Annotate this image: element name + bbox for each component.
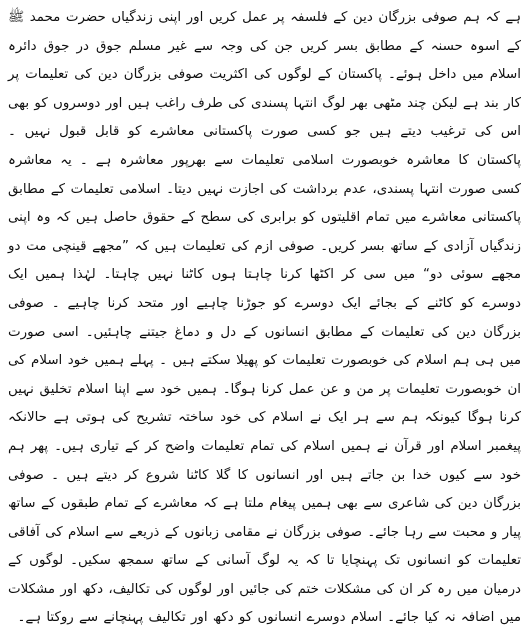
article-paragraph: ہے کہ ہم صوفی بزرگان دین کے فلسفہ پر عمل کریں اور اپنی زندگیاں حضرت محمد ﷺ کے اسوہ حسنہ کے مطابق بسر کریں جن کی وجہ سے غیر مسلم جوق در جوق دائرہ اسلام میں داخل ہوئے۔ پاکستان کے لوگوں کی اکثریت صوفی بزرگان دین کی تعلیمات پر کار بند ہے لیکن چند مٹھی بھر لوگ انتہا پسندی کی طرف راغب ہیں اور دوسروں کو بھی اس کی ترغیب دیتے ہیں جو کسی صورت پاکستانی معاشرے کو قابل قبول نہیں ۔ پاکستان کا معاشرہ خوبصورت اسلامی تعلیمات سے بھرپور معاشرہ ہے ۔ یہ معاشرہ کسی صورت انتہا پسندی، عدم برداشت کی اجازت نہیں دیتا۔ اسلامی تعلیمات کے مطابق پاکستانی معاشرے میں تمام اقلیتوں کو برابری کی سطح کے حقوق حاصل ہیں کہ وہ اپنی زندگیاں آزادی کے ساتھ بسر کریں۔ صوفی ازم کی تعلیمات ہیں کہ ”مجھے قینچی مت دو مجھے سوئی دو“ میں سی کر اکٹھا کرنا چاہتا ہوں کاٹنا نہیں چاہتا۔ لہٰذا ہمیں ایک دوسرے کو کاٹنے کے بجائے ایک دوسرے کو جوڑنا چاہیے اور متحد کرنا چاہیے ۔ صوفی بزرگان دین کی تعلیمات کے مطابق انسانوں کے دل و دماغ جیتنے چاہئیں۔ اسی صورت میں ہی ہم اسلام کی خوبصورت تعلیمات کو پھیلا سکتے ہیں ۔ پہلے ہمیں خود اسلام کی ان خوبصورت تعلیمات پر من و عن عمل کرنا ہوگا۔ ہمیں خود سے اپنا اسلام تخلیق نہیں کرنا ہوگا کیونکہ ہم سے ہر ایک نے اسلام کی خود ساختہ تشریح کی ہوتی ہے حالانکہ پیغمبر اسلام اور قرآن نے ہمیں اسلام کی تمام تعلیمات واضح کر کے تیاری ہیں۔ پھر ہم خود سے کیوں خدا بن جاتے ہیں اور انسانوں کا گلا کاٹنا شروع کر دیتے ہیں ۔ صوفی بزرگان دین کی شاعری سے بھی ہمیں پیغام ملتا ہے کہ معاشرے کے تمام طبقوں کے ساتھ پیار و محبت سے رہا جائے۔ صوفی بزرگان نے مقامی زبانوں کے ذریعے سے اسلام کی آفاقی تعلیمات کو انسانوں تک پہنچایا تا کہ یہ لوگ آسانی کے ساتھ سمجھ سکیں۔ لوگوں کے درمیان میں رہ کر ان کی مشکلات ختم کی جائیں اور لوگوں کی تکالیف، دکھ اور مشکلات میں اضافہ نہ کیا جائے۔ اسلام دوسرے انسانوں کو دکھ اور تکالیف پہنچانے سے روکتا ہے۔ — [8, 10, 521, 626]
